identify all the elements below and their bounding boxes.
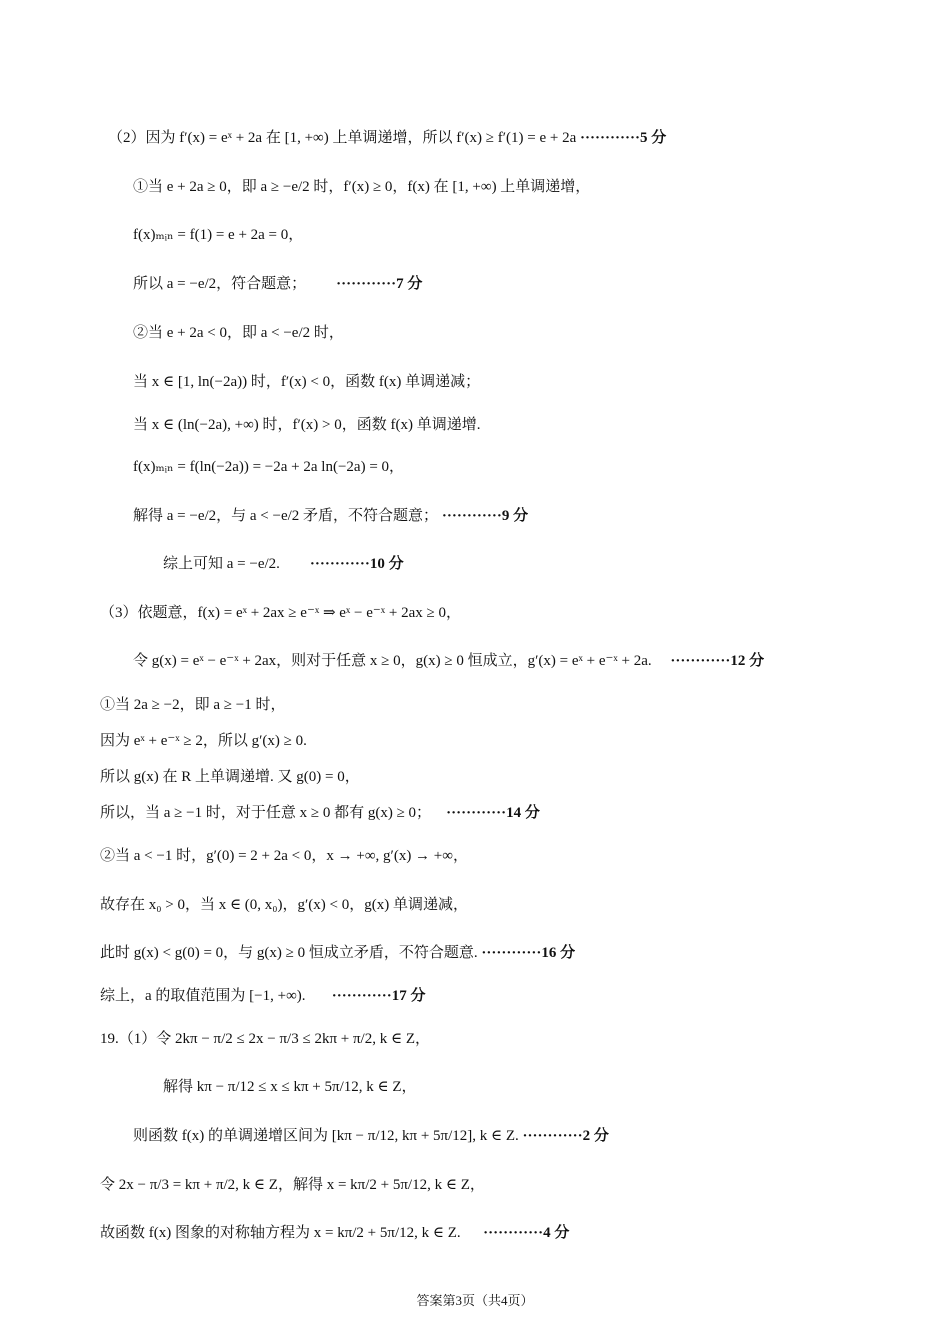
page-footer: 答案第3页（共4页） <box>416 1293 534 1308</box>
score-7: ············7 分 <box>336 276 423 292</box>
score-14: ············14 分 <box>446 805 540 821</box>
score-12: ············12 分 <box>670 653 765 669</box>
line-23: 则函数 f(x) 的单调递增区间为 [kπ − π/12, kπ + 5π/12], k ∈ Z. ············2 分 <box>133 1128 609 1144</box>
line-4: 所以 a = −e/2，符合题意； ············7 分 <box>133 276 423 292</box>
line-12: 令 g(x) = eˣ − e⁻ˣ + 2ax，则对于任意 x ≥ 0，g(x) ≥ 0 恒成立，g′(x) = eˣ + e⁻ˣ + 2a. ············12 分 <box>133 653 765 669</box>
line-10: 综上可知 a = −e/2. ············10 分 <box>163 556 404 572</box>
score-9: ············9 分 <box>441 508 529 524</box>
line-24: 令 2x − π/3 = kπ + π/2, k ∈ Z，解得 x = kπ/2 + 5π/12, k ∈ Z， <box>100 1177 485 1193</box>
line-25: 故函数 f(x) 图象的对称轴方程为 x = kπ/2 + 5π/12, k ∈ Z. ············4 分 <box>100 1225 570 1241</box>
line-19: 此时 g(x) < g(0) = 0，与 g(x) ≥ 0 恒成立矛盾，不符合题意. ············16 分 <box>100 945 576 961</box>
line-20: 综上，a 的取值范围为 [−1, +∞). ············17 分 <box>100 988 426 1004</box>
score-5: ············5 分 <box>579 130 667 146</box>
line-16: 所以，当 a ≥ −1 时，对于任意 x ≥ 0 都有 g(x) ≥ 0； ············14 分 <box>100 805 540 821</box>
line-18: 故存在 x₀ > 0，当 x ∈ (0, x₀)，g′(x) < 0，g(x) 单调递减， <box>100 897 468 913</box>
line-21: 19.（1）令 2kπ − π/2 ≤ 2x − π/3 ≤ 2kπ + π/2, k ∈ Z， <box>100 1031 430 1047</box>
line-8: f(x)ₘᵢₙ = f(ln(−2a)) = −2a + 2a ln(−2a) = 0， <box>133 459 405 475</box>
score-10: ············10 分 <box>309 556 404 572</box>
line-5: ②当 e + 2a < 0，即 a < −e/2 时， <box>133 325 344 341</box>
line-3: f(x)ₘᵢₙ = f(1) = e + 2a = 0， <box>133 227 304 243</box>
line-17: ②当 a < −1 时，g′(0) = 2 + 2a < 0，x → +∞, g′(x) → +∞， <box>100 848 468 864</box>
line-6: 当 x ∈ [1, ln(−2a)) 时，f′(x) < 0，函数 f(x) 单调递减； <box>133 374 481 390</box>
line-11: （3）依题意，f(x) = eˣ + 2ax ≥ e⁻ˣ ⇒ eˣ − e⁻ˣ + 2ax ≥ 0， <box>100 605 461 621</box>
score-16: ············16 分 <box>481 945 576 961</box>
line-15: 所以 g(x) 在 R 上单调递增. 又 g(0) = 0， <box>100 769 360 785</box>
line-13: ①当 2a ≥ −2，即 a ≥ −1 时， <box>100 697 286 713</box>
score-17: ············17 分 <box>331 988 426 1004</box>
score-4: ············4 分 <box>483 1225 570 1241</box>
line-7: 当 x ∈ (ln(−2a), +∞) 时，f′(x) > 0，函数 f(x) 单调递增. <box>133 417 481 433</box>
line-2: ①当 e + 2a ≥ 0，即 a ≥ −e/2 时，f′(x) ≥ 0，f(x) 在 [1, +∞) 上单调递增， <box>133 179 591 195</box>
score-2: ············2 分 <box>522 1128 609 1144</box>
line-1: （2）因为 f′(x) = eˣ + 2a 在 [1, +∞) 上单调递增，所以 f′(x) ≥ f′(1) = e + 2a ············5 分 <box>108 130 667 146</box>
line-22: 解得 kπ − π/12 ≤ x ≤ kπ + 5π/12, k ∈ Z， <box>163 1079 417 1095</box>
line-9: 解得 a = −e/2，与 a < −e/2 矛盾，不符合题意； ············9 分 <box>133 508 529 524</box>
line-14: 因为 eˣ + e⁻ˣ ≥ 2，所以 g′(x) ≥ 0. <box>100 733 307 749</box>
